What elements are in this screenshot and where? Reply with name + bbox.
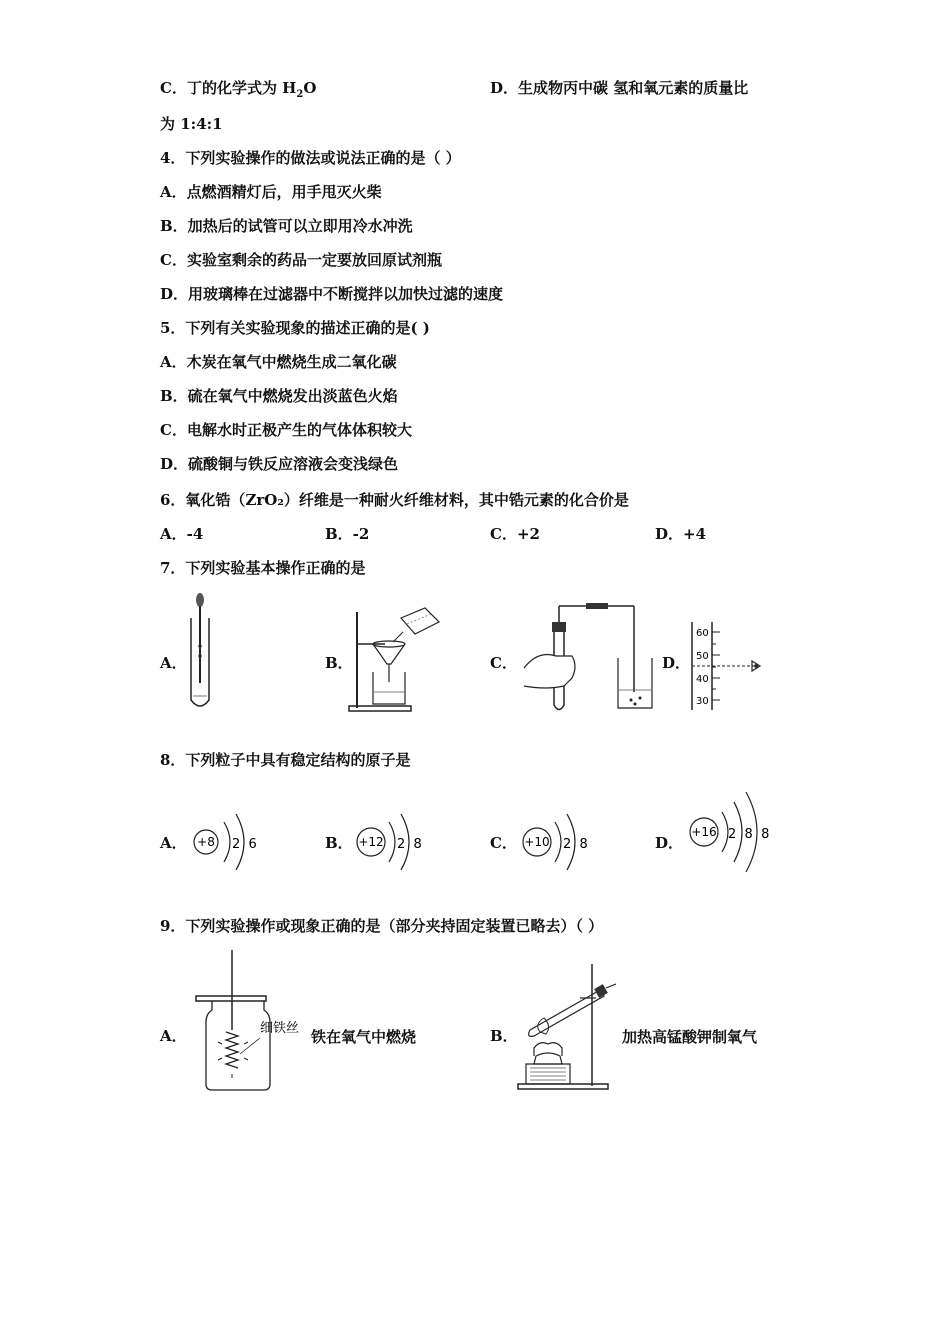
airtightness-check-figure [516,600,666,715]
q5-option-a: A．木炭在氧气中燃烧生成二氧化碳 [160,353,397,371]
fine-iron-wire-label: 细铁丝 [260,1021,300,1036]
atom-diagram-d [686,788,776,878]
q6-option-b: B．-2 [325,525,370,543]
q7-stem: 7．下列实验基本操作正确的是 [160,559,366,577]
q9-stem: 9．下列实验操作或现象正确的是（部分夹持固定装置已略去）（ ） [160,917,604,935]
graduated-cylinder-reading-figure [686,620,768,712]
q5-stem: 5．下列有关实验现象的描述正确的是( ) [160,319,430,337]
atom-a-nucleus: +8 [197,835,215,849]
q3-option-d: D．生成物丙中碳 氢和氧元素的质量比 [490,79,749,97]
q4-option-b: B．加热后的试管可以立即用冷水冲洗 [160,217,413,235]
q3-option-c: C．丁的化学式为 $H_2O$ [160,79,317,100]
q9-figure-b-caption: 加热高锰酸钾制氧气 [622,1028,758,1046]
cylinder-tick-40: 40 [696,674,709,685]
filtration-figure [345,600,445,715]
q4-stem: 4．下列实验操作的做法或说法正确的是（ ） [160,149,461,167]
q5-option-b: B．硫在氧气中燃烧发出淡蓝色火焰 [160,387,398,405]
atom-b-nucleus: +12 [358,835,384,849]
q9-label-b: B． [490,1027,518,1045]
q3-option-d-continued: 为 1:4:1 [160,115,223,133]
q9-label-a: A． [160,1027,187,1045]
q8-label-c: C． [490,834,517,852]
cylinder-tick-30: 30 [696,696,709,707]
q8-label-b: B． [325,834,353,852]
q6-option-a: A．-4 [160,525,204,543]
q8-stem: 8．下列粒子中具有稳定结构的原子是 [160,751,411,769]
atom-c-shells: 2 8 [563,837,588,852]
atom-diagram-a [190,808,270,878]
atom-diagram-c [521,808,601,878]
atom-d-shells: 2 8 8 [728,827,770,842]
atom-c-nucleus: +10 [524,835,550,849]
q7-label-a: A． [160,654,187,672]
iron-burning-figure [190,950,310,1095]
dropper-in-test-tube-figure [180,588,220,713]
q8-label-d: D． [655,834,684,852]
q4-option-a: A．点燃酒精灯后，用手甩灭火柴 [160,183,382,201]
q5-option-d: D．硫酸铜与铁反应溶液会变浅绿色 [160,455,399,473]
atom-a-shells: 2 6 [232,837,257,852]
q8-label-a: A． [160,834,187,852]
q6-option-d: D．+4 [655,525,707,543]
q6-stem: 6．氧化锆（ZrO₂）纤维是一种耐火纤维材料，其中锆元素的化合价是 [160,491,629,509]
q7-label-c: C． [490,654,517,672]
atom-d-nucleus: +16 [691,825,717,839]
atom-b-shells: 2 8 [397,837,422,852]
cylinder-tick-60: 60 [696,628,709,639]
cylinder-tick-50: 50 [696,651,709,662]
q4-option-c: C．实验室剩余的药品一定要放回原试剂瓶 [160,251,442,269]
q7-label-b: B． [325,654,353,672]
q9-figure-a-caption: 铁在氧气中燃烧 [311,1028,417,1046]
atom-diagram-b [355,808,435,878]
q4-option-d: D．用玻璃棒在过滤器中不断搅拌以加快过滤的速度 [160,285,504,303]
q6-option-c: C．+2 [490,525,540,543]
q7-label-d: D． [662,654,691,672]
q5-option-c: C．电解水时正极产生的气体体积较大 [160,421,412,439]
heating-kmno4-figure [512,960,622,1095]
